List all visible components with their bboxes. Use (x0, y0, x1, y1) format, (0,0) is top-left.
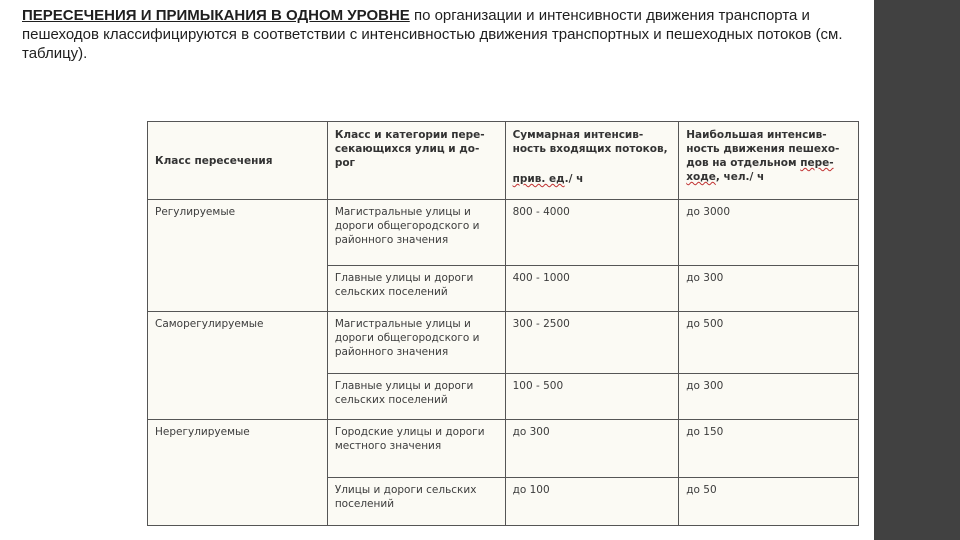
intensity-cell: 400 - 1000 (505, 266, 679, 312)
intensity-cell: 100 - 500 (505, 374, 679, 420)
category-cell: Главные улицы и дороги сельских поселений (327, 374, 505, 420)
pedestrian-cell: до 3000 (679, 200, 859, 266)
header-pedestrian (679, 122, 859, 200)
intro-heading: ПЕРЕСЕЧЕНИЯ И ПРИМЫКАНИЯ В ОДНОМ УРОВНЕ (22, 7, 410, 24)
header-pedestrian-b: пере- (800, 157, 834, 169)
header-intensity-unit-b: ./ ч (564, 173, 584, 185)
intro-text: по организации и интенсивности движения транспорта и пешеходов классифицируются в соответствии с интенсивностью движения транспортных и пешеходных потоков (см. таблицу). (22, 7, 843, 62)
pedestrian-cell: до 50 (679, 478, 859, 526)
intro-paragraph (22, 6, 852, 63)
header-intensity-text: Суммарная интенсив-ность входящих потоков, (512, 129, 668, 155)
class-cell-self-regulated: Саморегулируемые (148, 312, 328, 420)
pedestrian-cell: до 300 (679, 266, 859, 312)
header-intensity-unit-a: прив. ед (512, 173, 565, 185)
right-side-bar (874, 0, 960, 540)
intersection-class-table (147, 121, 859, 526)
pedestrian-cell: до 500 (679, 312, 859, 374)
class-cell-unregulated: Нерегулируемые (148, 420, 328, 526)
category-cell: Магистральные улицы и дороги общегородского и районного значения (327, 200, 505, 266)
header-intensity (505, 122, 679, 200)
category-cell: Магистральные улицы и дороги общегородского и районного значения (327, 312, 505, 374)
header-pedestrian-d: , чел./ ч (715, 171, 765, 183)
intensity-cell: до 300 (505, 420, 679, 478)
pedestrian-cell: до 300 (679, 374, 859, 420)
intensity-cell: до 100 (505, 478, 679, 526)
table-row (148, 420, 859, 478)
class-cell-regulated: Регулируемые (148, 200, 328, 312)
table-header-row (148, 122, 859, 200)
table-row (148, 200, 859, 266)
intensity-cell: 800 - 4000 (505, 200, 679, 266)
category-cell: Городские улицы и дороги местного значения (327, 420, 505, 478)
header-class: Класс пересечения (148, 122, 328, 200)
table-row (148, 312, 859, 374)
pedestrian-cell: до 150 (679, 420, 859, 478)
intensity-cell: 300 - 2500 (505, 312, 679, 374)
header-pedestrian-c: ходе (686, 171, 716, 183)
header-category: Класс и категории пере-секающихся улиц и до-рог (327, 122, 505, 200)
category-cell: Главные улицы и дороги сельских поселений (327, 266, 505, 312)
category-cell: Улицы и дороги сельских поселений (327, 478, 505, 526)
header-pedestrian-a: Наибольшая интенсив-ность движения пешехо-дов на отдельном (686, 129, 840, 169)
